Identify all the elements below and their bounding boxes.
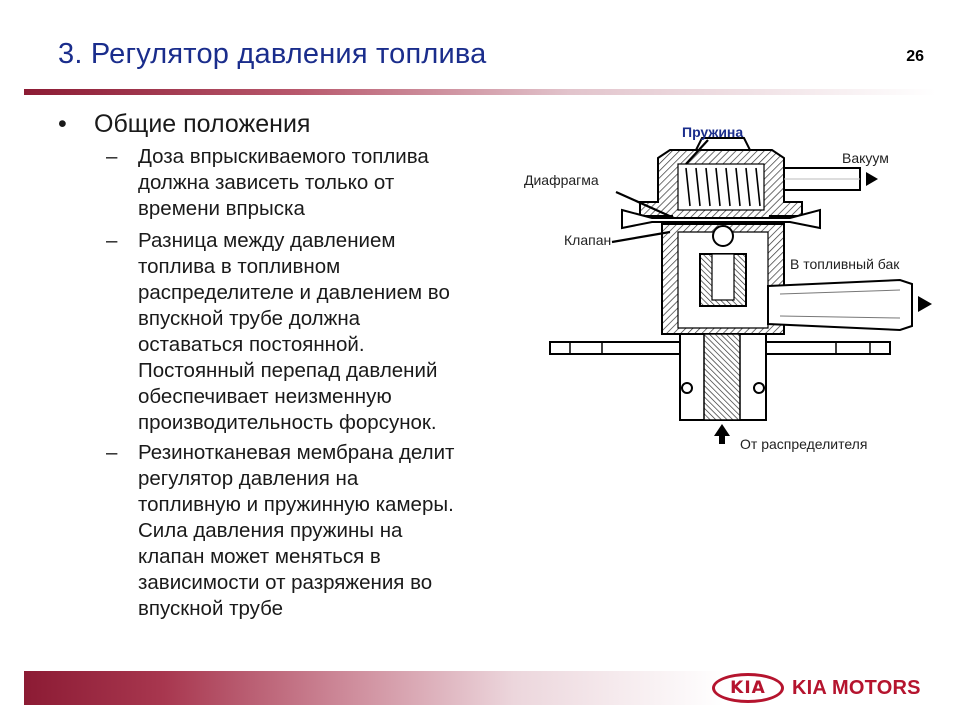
sub-item-3: [106, 440, 516, 622]
page-number: 26: [906, 48, 924, 65]
sub-item-line: впускной трубе: [138, 597, 284, 620]
label-valve: Клапан: [564, 232, 612, 248]
bullet-general: [58, 109, 310, 139]
title-divider: [24, 89, 936, 95]
sub-item-line: Резинотканевая мембрана делит: [138, 441, 455, 464]
sub-item-line: топлива в топливном: [138, 255, 341, 278]
sub-item-dash: –: [106, 145, 118, 168]
sub-item-line: Сила давления пружины на: [138, 519, 403, 542]
regulator-diagram: [524, 120, 950, 460]
sub-item-line: впускной трубе должна: [138, 307, 361, 330]
kia-wordmark: KIA MOTORS: [792, 676, 921, 699]
return-pipe: [768, 280, 912, 330]
label-spring: Пружина: [682, 124, 744, 140]
o-ring-right: [754, 383, 764, 393]
label-diaphragm: Диафрагма: [524, 172, 599, 188]
footer-bar: [24, 671, 724, 705]
sub-item-line: времени впрыска: [138, 197, 305, 220]
sub-item-dash: –: [106, 441, 118, 464]
inlet-arrow-icon: [714, 424, 730, 436]
spring-chamber: [678, 164, 764, 210]
sub-item-line: Постоянный перепад давлений: [138, 359, 438, 382]
kia-logo: [712, 672, 921, 704]
sub-item-line: регулятор давления на: [138, 467, 359, 490]
sub-item-2: [106, 228, 516, 436]
label-to-tank: В топливный бак: [790, 256, 900, 272]
sub-item-line: производительность форсунок.: [138, 411, 437, 434]
sub-item-dash: –: [106, 229, 118, 252]
bullet-marker: •: [58, 110, 67, 138]
sub-item-line: клапан может меняться в: [138, 545, 381, 568]
inlet-core: [704, 334, 740, 420]
sub-item-line: Разница между давлением: [138, 229, 396, 252]
valve-ball: [713, 226, 733, 246]
sub-item-line: обеспечивает неизменную: [138, 385, 392, 408]
vacuum-arrow-icon: [866, 172, 878, 186]
sub-item-line: должна зависеть только от: [138, 171, 395, 194]
sub-item-line: топливную и пружинную камеры.: [138, 493, 454, 516]
label-from-rail: От распределителя: [740, 436, 868, 452]
o-ring-left: [682, 383, 692, 393]
page-title: 3. Регулятор давления топлива: [58, 38, 487, 70]
sub-item-1: [106, 144, 516, 222]
tank-arrow-icon: [918, 296, 932, 312]
kia-emblem: KIA: [712, 673, 784, 703]
sub-item-line: Доза впрыскиваемого топлива: [138, 145, 429, 168]
regulator-cross-section: [540, 120, 950, 460]
bullet-text: Общие положения: [94, 110, 311, 138]
sub-item-line: зависимости от разряжения во: [138, 571, 433, 594]
label-vacuum: Вакуум: [842, 150, 889, 166]
sub-item-line: оставаться постоянной.: [138, 333, 365, 356]
sub-item-line: распределителе и давлением во: [138, 281, 450, 304]
